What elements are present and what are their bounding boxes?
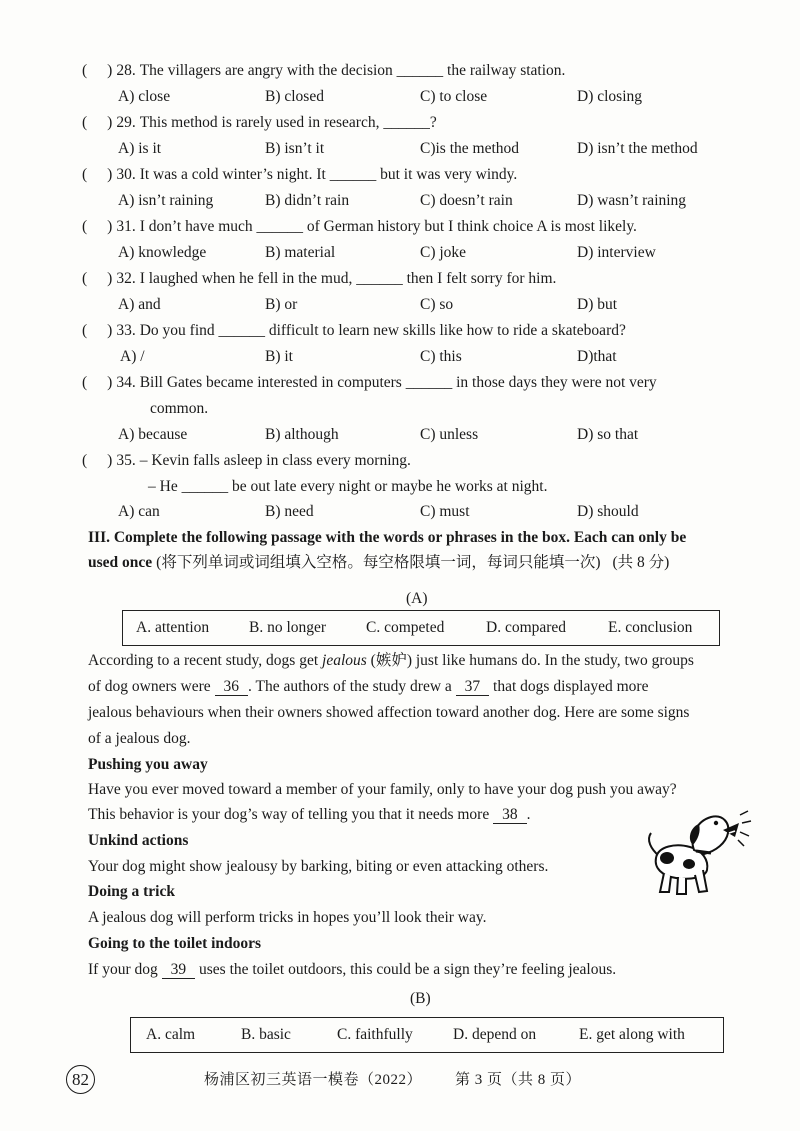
question-34: [82, 373, 657, 393]
passage-line: A jealous dog will perform tricks in hopes you’ll look their way.: [88, 909, 487, 926]
option-d: D) but: [577, 296, 618, 313]
question-number: 35.: [116, 452, 136, 469]
answer-bracket-open: (: [82, 62, 88, 79]
footer-page-number: 第 3 页（共 8 页）: [455, 1072, 582, 1088]
passage-line: Your dog might show jealousy by barking, biting or even attacking others.: [88, 858, 549, 875]
option-c: C) this: [420, 348, 462, 365]
question-stem: Do you find ______ difficult to learn new skills like how to ride a skateboard?: [139, 322, 626, 339]
question-stem: The villagers are angry with the decision ______ the railway station.: [139, 62, 566, 79]
passage-text: (嫉妒) just like humans do. In the study, two groups: [366, 652, 694, 669]
question-35: [82, 451, 411, 471]
options-31: [0, 243, 800, 263]
option-c: C) joke: [420, 244, 467, 261]
passage-italic-word: jealous: [322, 652, 367, 669]
options-33: [0, 347, 800, 367]
answer-bracket-open: (: [82, 218, 88, 235]
answer-bracket-close: ): [107, 218, 113, 235]
answer-bracket-open: (: [82, 452, 88, 469]
option-a: A) close: [118, 88, 171, 105]
section-instructions-cn: (将下列单词或词组填入空格。每空格限填一词，每词只能填一次): [156, 554, 601, 571]
word-option: C. faithfully: [337, 1026, 413, 1043]
word-box-b: [130, 1017, 724, 1053]
answer-bracket-close: ): [107, 62, 113, 79]
question-number: 30.: [116, 166, 136, 183]
word-option: B. basic: [241, 1026, 291, 1043]
passage-text: uses the toilet outdoors, this could be a sign they’re feeling jealous.: [195, 961, 617, 978]
option-a: A) isn’t raining: [118, 192, 214, 209]
section-heading-continued: [88, 553, 669, 573]
word-option: B. no longer: [249, 619, 327, 636]
option-d: D) isn’t the method: [577, 140, 698, 157]
option-c: C) unless: [420, 426, 479, 443]
passage-text: If your dog: [88, 961, 162, 978]
question-32: [82, 269, 556, 289]
section-score: (共 8 分): [612, 554, 670, 571]
answer-bracket-open: (: [82, 322, 88, 339]
answer-bracket-close: ): [107, 166, 113, 183]
question-30: [82, 165, 517, 185]
option-b: B) need: [265, 503, 314, 520]
question-28: [82, 61, 565, 81]
word-option: D. compared: [486, 619, 567, 636]
passage-line: Have you ever moved toward a member of your family, only to have your dog push you away?: [88, 781, 677, 798]
question-29: [82, 113, 437, 133]
question-stem: – Kevin falls asleep in class every morning.: [139, 452, 411, 469]
question-number: 31.: [116, 218, 136, 235]
option-c: C) doesn’t rain: [420, 192, 513, 209]
passage-text: of dog owners were: [88, 678, 215, 695]
passage-line: [88, 805, 530, 825]
part-a-label: (A): [406, 590, 428, 607]
option-c: C)is the method: [420, 140, 520, 157]
answer-slot[interactable]: [87, 373, 107, 387]
option-b: B) material: [265, 244, 336, 261]
passage-line: [88, 651, 694, 671]
passage-text: . The authors of the study drew a: [248, 678, 456, 695]
blank-37[interactable]: 37: [456, 678, 490, 696]
question-number: 29.: [116, 114, 136, 131]
word-option: A. attention: [136, 619, 210, 636]
options-29: [0, 139, 800, 159]
question-stem: I don’t have much ______ of German history but I think choice A is most likely.: [139, 218, 637, 235]
option-d: D)that: [577, 348, 617, 365]
options-35: [0, 502, 800, 522]
word-option: D. depend on: [453, 1026, 537, 1043]
passage-line: [88, 960, 616, 980]
section-heading: III. Complete the following passage with the words or phrases in the box. Each can only be: [88, 529, 687, 546]
question-stem: Bill Gates became interested in computers ______ in those days they were not very: [139, 374, 657, 391]
answer-slot[interactable]: [87, 451, 107, 465]
question-stem: I laughed when he fell in the mud, ______ then I felt sorry for him.: [139, 270, 557, 287]
question-31: [82, 217, 637, 237]
option-c: C) must: [420, 503, 470, 520]
option-b: B) or: [265, 296, 298, 313]
question-stem-continued: – He ______ be out late every night or maybe he works at night.: [148, 478, 548, 495]
option-d: D) should: [577, 503, 639, 520]
answer-bracket-close: ): [107, 452, 113, 469]
question-number: 28.: [116, 62, 136, 79]
passage-line: jealous behaviours when their owners showed affection toward another dog. Here are some signs: [88, 704, 690, 721]
option-b: B) although: [265, 426, 339, 443]
word-option: C. competed: [366, 619, 445, 636]
option-d: D) so that: [577, 426, 639, 443]
passage-text: According to a recent study, dogs get: [88, 652, 323, 669]
passage-line: [88, 677, 648, 697]
question-number: 34.: [116, 374, 136, 391]
word-option: E. get along with: [579, 1026, 685, 1043]
options-28: [0, 87, 800, 107]
passage-text: .: [526, 806, 531, 823]
option-b: B) closed: [265, 88, 324, 105]
page-badge: 82: [66, 1065, 95, 1094]
footer-title: 杨浦区初三英语一模卷（2022）: [204, 1072, 423, 1088]
answer-bracket-open: (: [82, 374, 88, 391]
option-a: A) is it: [118, 140, 162, 157]
option-b: B) isn’t it: [265, 140, 325, 157]
option-d: D) closing: [577, 88, 643, 105]
question-stem: This method is rarely used in research, ______?: [139, 114, 437, 131]
question-number: 32.: [116, 270, 136, 287]
answer-bracket-open: (: [82, 270, 88, 287]
answer-slot[interactable]: [87, 321, 107, 335]
options-32: [0, 295, 800, 315]
passage-line: of a jealous dog.: [88, 730, 191, 747]
word-option: E. conclusion: [608, 619, 693, 636]
answer-bracket-open: (: [82, 114, 88, 131]
options-34: [0, 425, 800, 445]
question-number: 33.: [116, 322, 136, 339]
subheading-unkind: Unkind actions: [88, 832, 189, 849]
option-a: A) /: [120, 348, 145, 365]
passage-text: This behavior is your dog’s way of telling you that it needs more: [88, 806, 494, 823]
blank-39[interactable]: 39: [162, 961, 196, 979]
part-b-label: (B): [410, 990, 431, 1007]
option-a: A) can: [118, 503, 160, 520]
option-a: A) because: [118, 426, 188, 443]
section-heading-bold: used once: [88, 554, 153, 571]
option-a: A) knowledge: [118, 244, 207, 261]
option-c: C) so: [420, 296, 454, 313]
blank-38[interactable]: 38: [493, 806, 527, 824]
answer-bracket-close: ): [107, 374, 113, 391]
subheading-trick: Doing a trick: [88, 883, 175, 900]
question-stem-continued: common.: [150, 400, 209, 417]
answer-slot[interactable]: [87, 61, 107, 75]
answer-bracket-open: (: [82, 166, 88, 183]
barking-dog-icon: [632, 806, 754, 898]
subheading-pushing: Pushing you away: [88, 756, 208, 773]
option-d: D) wasn’t raining: [577, 192, 687, 209]
answer-slot[interactable]: [87, 269, 107, 283]
question-33: [82, 321, 626, 341]
answer-bracket-close: ): [107, 114, 113, 131]
option-c: C) to close: [420, 88, 488, 105]
passage-text: that dogs displayed more: [489, 678, 649, 695]
answer-bracket-close: ): [107, 322, 113, 339]
answer-slot[interactable]: [87, 113, 107, 127]
option-a: A) and: [118, 296, 161, 313]
answer-slot[interactable]: [87, 217, 107, 231]
answer-slot[interactable]: [87, 165, 107, 179]
option-b: B) didn’t rain: [265, 192, 350, 209]
answer-bracket-close: ): [107, 270, 113, 287]
word-box-a: [122, 610, 720, 646]
question-stem: It was a cold winter’s night. It ______ but it was very windy.: [139, 166, 518, 183]
options-30: [0, 191, 800, 211]
blank-36[interactable]: 36: [215, 678, 249, 696]
option-b: B) it: [265, 348, 293, 365]
subheading-toilet: Going to the toilet indoors: [88, 935, 262, 952]
option-d: D) interview: [577, 244, 656, 261]
word-option: A. calm: [146, 1026, 196, 1043]
